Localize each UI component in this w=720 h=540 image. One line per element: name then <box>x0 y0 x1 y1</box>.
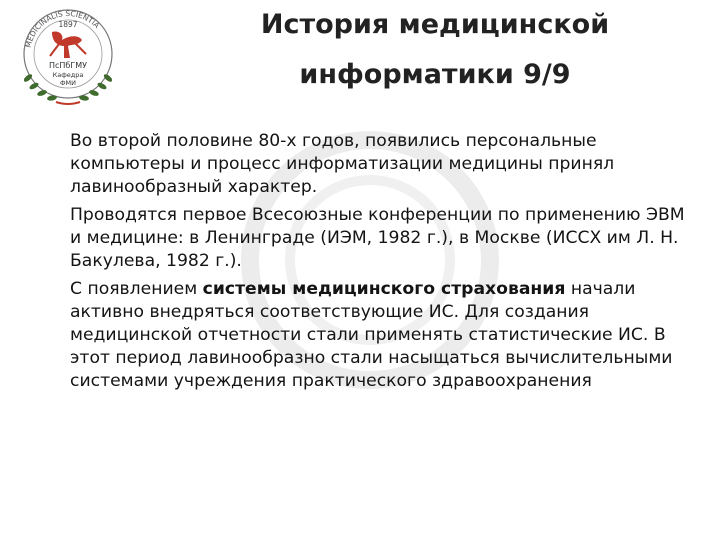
title-line-1: История медицинской <box>260 9 610 40</box>
seal-year: 1897 <box>58 20 78 29</box>
paragraph-3-end: начали активно внедряться соответствующие ИС. Для создания медицинской отчетности стали применять статистические ИС. В этот период лавинообразно стали насыщаться вычислительными системами учреждения практического здравоохранения <box>70 279 673 391</box>
seal-abbrev: ПсПбГМУ <box>48 61 88 70</box>
paragraph-3 <box>70 278 690 393</box>
seal-dept-2: ФМИ <box>59 79 77 87</box>
seal-arc-text: MEDICINALIS SCIENTIA <box>23 8 102 49</box>
paragraph-3-start: С появлением <box>70 279 203 299</box>
slide-body <box>70 130 690 398</box>
seal-icon <box>6 6 130 110</box>
title-line-2: информатики 9/9 <box>299 59 571 90</box>
paragraph-3-highlight: системы медицинского страхования <box>202 279 566 299</box>
page-title <box>150 0 720 100</box>
seal-dept: Кафедра <box>52 71 84 79</box>
paragraph-1: Во второй половине 80-х годов, появились персональные компьютеры и процесс информатизации медицины принял лавинообразный характер. <box>70 131 615 197</box>
university-seal-logo <box>6 6 130 110</box>
paragraph-2: Проводятся первое Всесоюзные конференции по применению ЭВМ и медицине: в Ленинграде (ИЭМ, 1982 г.), в Москве (ИССХ им Л. Н. Бакулева, 1982 г.). <box>70 205 685 271</box>
